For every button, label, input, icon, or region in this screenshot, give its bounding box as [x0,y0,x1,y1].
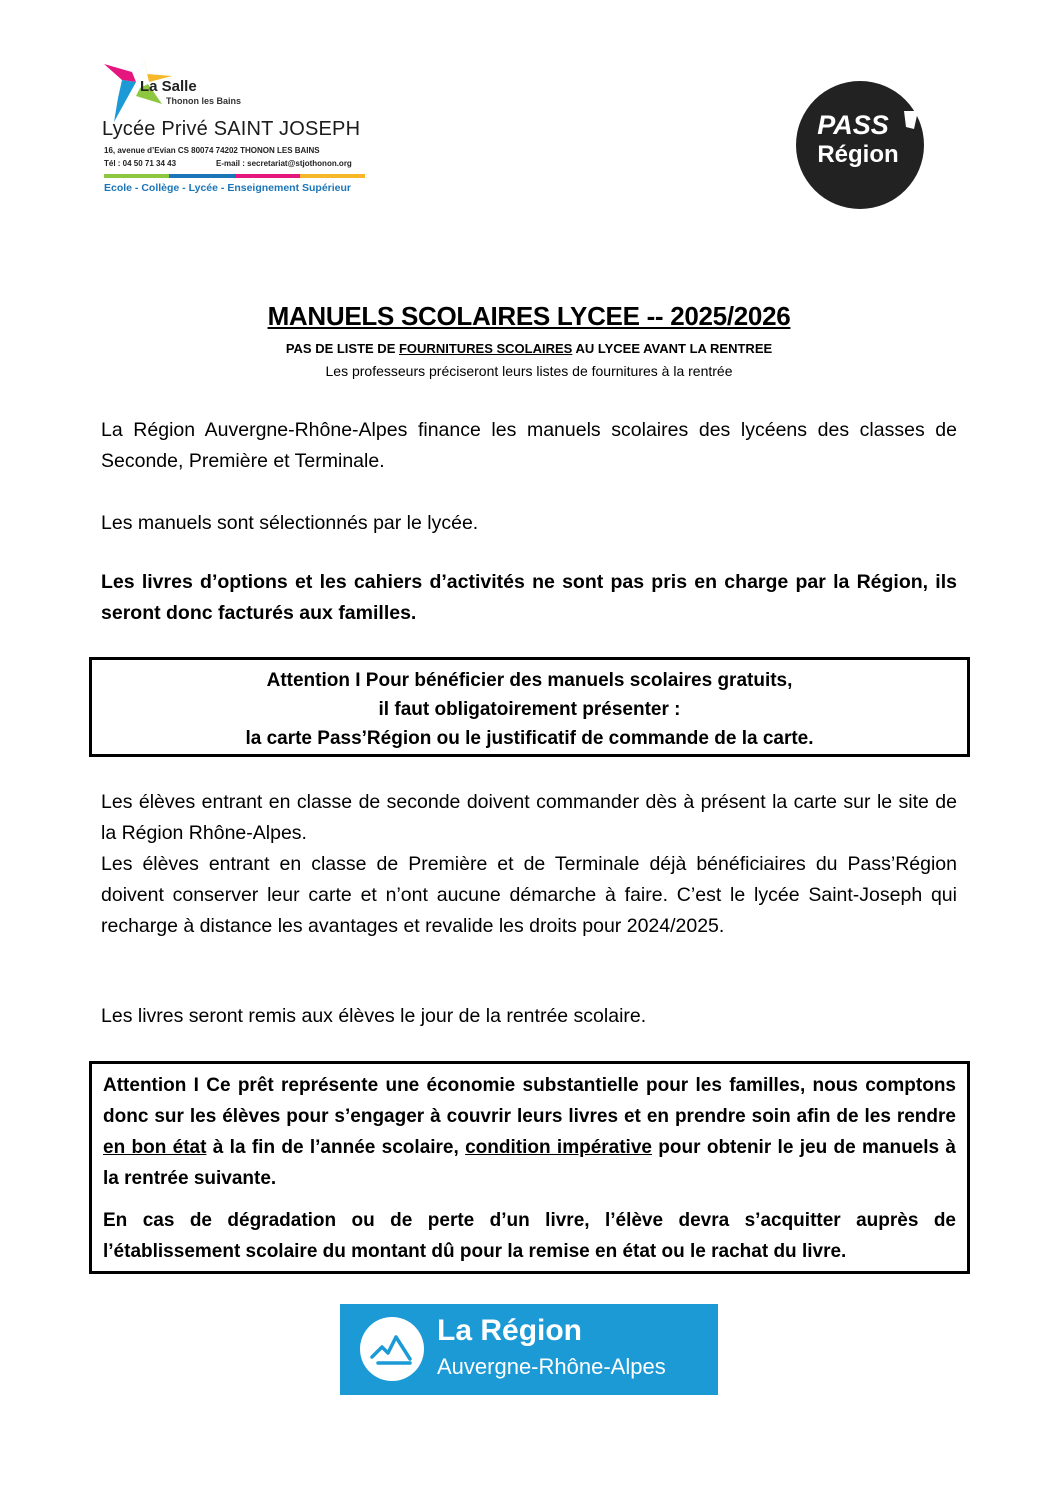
paragraph-financing: La Région Auvergne-Rhône-Alpes finance les manuels scolaires des lycéens des classes de Seconde, Première et Terminale. [101,419,957,472]
region-logo [340,1304,718,1395]
box2-text-3: pour obtenir le jeu de manuels à la rentrée suivante. [103,1137,956,1189]
box2-paragraph-loss: En cas de dégradation ou de perte d’un livre, l’élève devra s’acquitter auprès de l’établissement scolaire du montant dû pour la remise en état ou le rachat du livre. [103,1210,956,1262]
mountain-icon [360,1317,424,1381]
box1-line1: Attention I Pour bénéficier des manuels scolaires gratuits, [266,670,793,691]
paragraph-premiere-terminale: Les élèves entrant en classe de Première et de Terminale déjà bénéficiaires du Pass’Région doivent conserver leur carte et n’ont aucune démarche à faire. C’est le lycée Saint-Joseph qui recharge à distance les avantages et revalide les droits pour 2024/2025. [101,853,957,937]
color-bar [104,174,365,178]
school-address: 16, avenue d’Evian CS 80074 74202 THONON LES BAINS [104,146,320,155]
subnote: Les professeurs préciseront leurs listes de fournitures à la rentrée [325,363,733,379]
school-levels: Ecole - Collège - Lycée - Enseignement Supérieur [104,182,352,194]
school-phone: Tél : 04 50 71 34 43 [104,159,177,168]
attention-box-care [89,1061,970,1274]
page-title: MANUELS SCOLAIRES LYCEE -- 2025/2026 [267,301,791,331]
box2-underline-1: en bon état [103,1137,207,1158]
logo-name: La Salle [140,78,197,95]
school-email: E-mail : secretariat@stjothonon.org [216,159,352,168]
box2-text-2: à la fin de l’année scolaire, [206,1137,466,1158]
region-logo-line1: La Région [437,1314,583,1347]
region-logo-line2: Auvergne-Rhône-Alpes [437,1354,666,1379]
school-name: Lycée Privé SAINT JOSEPH [102,118,361,140]
paragraph-options: Les livres d’options et les cahiers d’activités ne sont pas pris en charge par la Région, ils seront donc facturés aux familles. [101,571,957,624]
pass-region-logo [796,81,924,209]
paragraph-seconde: Les élèves entrant en classe de seconde doivent commander dès à présent la carte sur le site de la Région Rhône-Alpes. [101,791,957,844]
logo-city: Thonon les Bains [166,96,242,106]
subtitle-before: PAS DE LISTE DE [285,341,399,356]
box2-underline-2: condition impérative [465,1137,652,1158]
box1-line3: la carte Pass’Région ou le justificatif de commande de la carte. [245,728,814,749]
school-logo [100,52,375,202]
paragraph-distribution: Les livres seront remis aux élèves le jour de la rentrée scolaire. [101,1005,647,1027]
box2-text-1: Attention I Ce prêt représente une économie substantielle pour les familles, nous comptons donc sur les élèves pour s’engager à couvrir leurs livres et en prendre soin afin de les rendre [103,1075,956,1127]
pass-logo-line2: Région [817,141,899,168]
subtitle [0,341,1058,356]
paragraph-selection: Les manuels sont sélectionnés par le lycée. [101,512,479,534]
attention-box-pass [89,657,970,757]
subtitle-after: AU LYCEE AVANT LA RENTREE [572,341,773,356]
subtitle-underlined: FOURNITURES SCOLAIRES [398,341,573,356]
box2-paragraph-care [103,1070,956,1194]
box1-line2: il faut obligatoirement présenter : [378,699,681,720]
pass-logo-line1: PASS [817,110,889,140]
